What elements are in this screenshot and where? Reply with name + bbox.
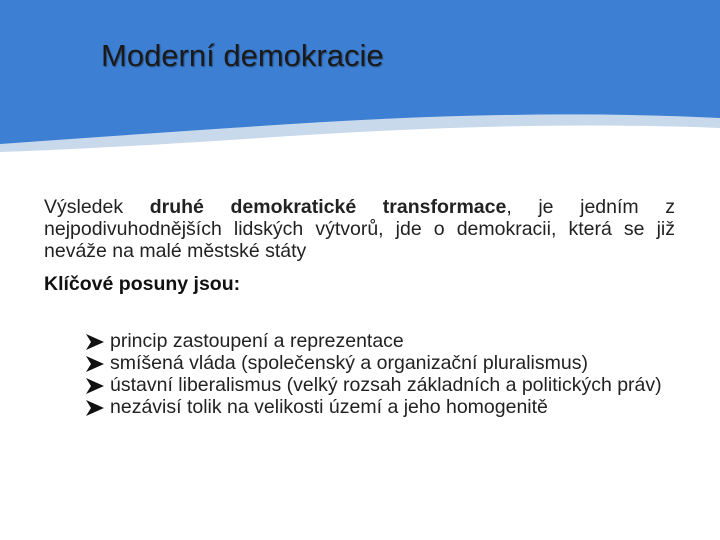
bullet-text: smíšená vláda (společenský a organizační pluralismus) [110, 352, 588, 374]
bullet-item [86, 330, 675, 352]
intro-bold: druhé demokratické transformace [149, 196, 507, 218]
bullet-item [86, 396, 675, 418]
bullet-list [86, 330, 675, 418]
arrow-bullet-icon [86, 356, 104, 372]
intro-prefix: Výsledek [44, 196, 150, 218]
intro-paragraph [44, 196, 675, 262]
arrow-bullet-icon [86, 378, 104, 394]
bullet-text: ústavní liberalismus (velký rozsah základních a politických práv) [110, 374, 662, 396]
arrow-bullet-icon [86, 400, 104, 416]
bullet-text: nezávisí tolik na velikosti území a jeho homogenitě [110, 396, 548, 418]
slide-title: Moderní demokracie [101, 38, 384, 73]
bullet-item [86, 352, 675, 374]
bullet-text: princip zastoupení a reprezentace [110, 330, 404, 352]
bullet-item [86, 374, 675, 396]
intro-suffix: , je jedním z nejpodivuhodnějších lidských výtvorů, jde o demokracii, která se již neváže na malé městské státy [44, 196, 675, 262]
header-band [0, 0, 720, 160]
arrow-bullet-icon [86, 334, 104, 350]
key-shifts-heading: Klíčové posuny jsou: [44, 273, 241, 295]
